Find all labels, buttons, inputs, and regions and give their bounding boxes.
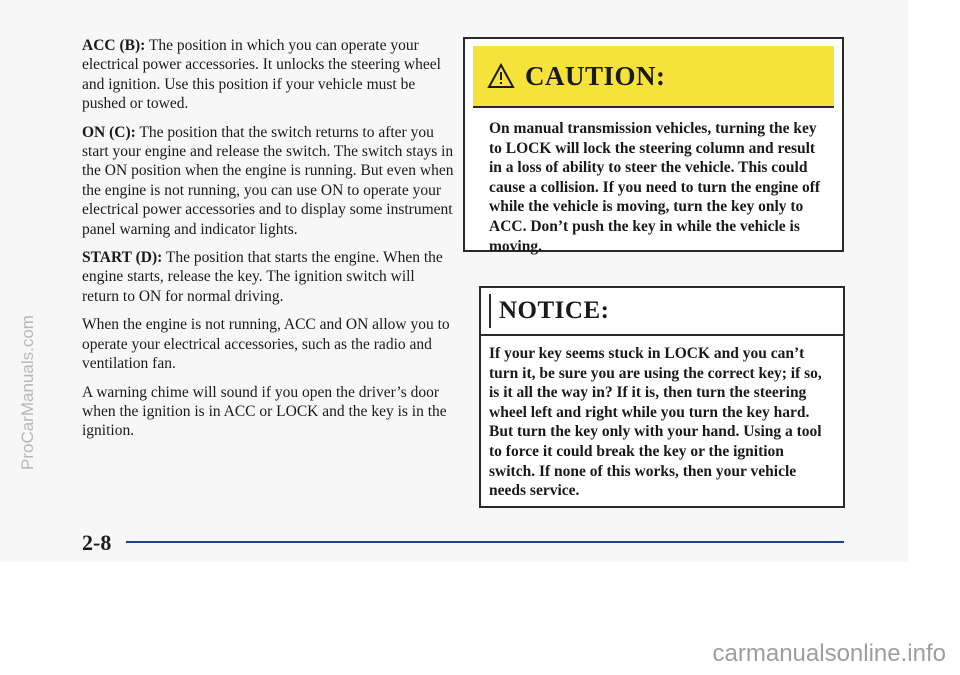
ignition-positions-text	[82, 36, 454, 450]
warning-triangle-icon	[487, 63, 515, 89]
caution-box	[463, 37, 844, 255]
notice-text: If your key seems stuck in LOCK and you can’t turn it, be sure you are using the correct key; if so, is it all the way in? If it is, then turn the steering wheel left and right while you turn the key hard. But turn the key only with your hand. Using a tool to force it could break the key or the ignition switch. If none of this works, then your vehicle needs service.	[489, 345, 822, 500]
notice-title: NOTICE:	[489, 294, 609, 328]
notice-box	[479, 286, 845, 508]
start-paragraph	[82, 248, 454, 306]
on-description: The position that the switch returns to after you start your engine and release the switch. The switch stays in the ON position when the engine is running. But even when the engine is not running, you can use ON to operate your electrical power accessories and to display some instrument panel warning and indicator lights.	[82, 123, 454, 238]
start-description: The position that starts the engine. When the engine starts, release the key. The ignition switch will return to ON for normal driving.	[82, 249, 443, 305]
acc-paragraph	[82, 36, 454, 114]
caution-header	[473, 46, 834, 108]
footer-rule	[126, 541, 844, 543]
vertical-watermark: ProCarManuals.com	[18, 315, 37, 470]
acc-term: ACC (B):	[82, 37, 146, 54]
bottom-watermark: carmanualsonline.info	[712, 640, 946, 667]
notice-header	[481, 288, 843, 336]
page-number: 2-8	[82, 530, 112, 555]
start-term: START (D):	[82, 249, 163, 267]
warning-chime-paragraph: A warning chime will sound if you open the driver’s door when the ignition is in ACC or LOCK and the key is in the ignition.	[82, 383, 447, 440]
caution-text: On manual transmission vehicles, turning the key to LOCK will lock the steering column and result in a loss of ability to steer the vehicle. This could cause a collision. If you need to turn the engine off while the vehicle is moving, turn the key only to ACC. Don’t push the key in while the vehicle is moving.	[489, 120, 821, 255]
caution-title: CAUTION:	[525, 60, 666, 91]
acc-description: The position in which you can operate your electrical power accessories. It unlocks the steering wheel and ignition. Use this position if your vehicle must be pushed or towed.	[82, 37, 441, 113]
on-paragraph	[82, 123, 454, 239]
on-term: ON (C):	[82, 123, 136, 141]
engine-not-running-paragraph: When the engine is not running, ACC and ON allow you to operate your electrical accessories, such as the radio and ventilation fan.	[82, 316, 450, 373]
